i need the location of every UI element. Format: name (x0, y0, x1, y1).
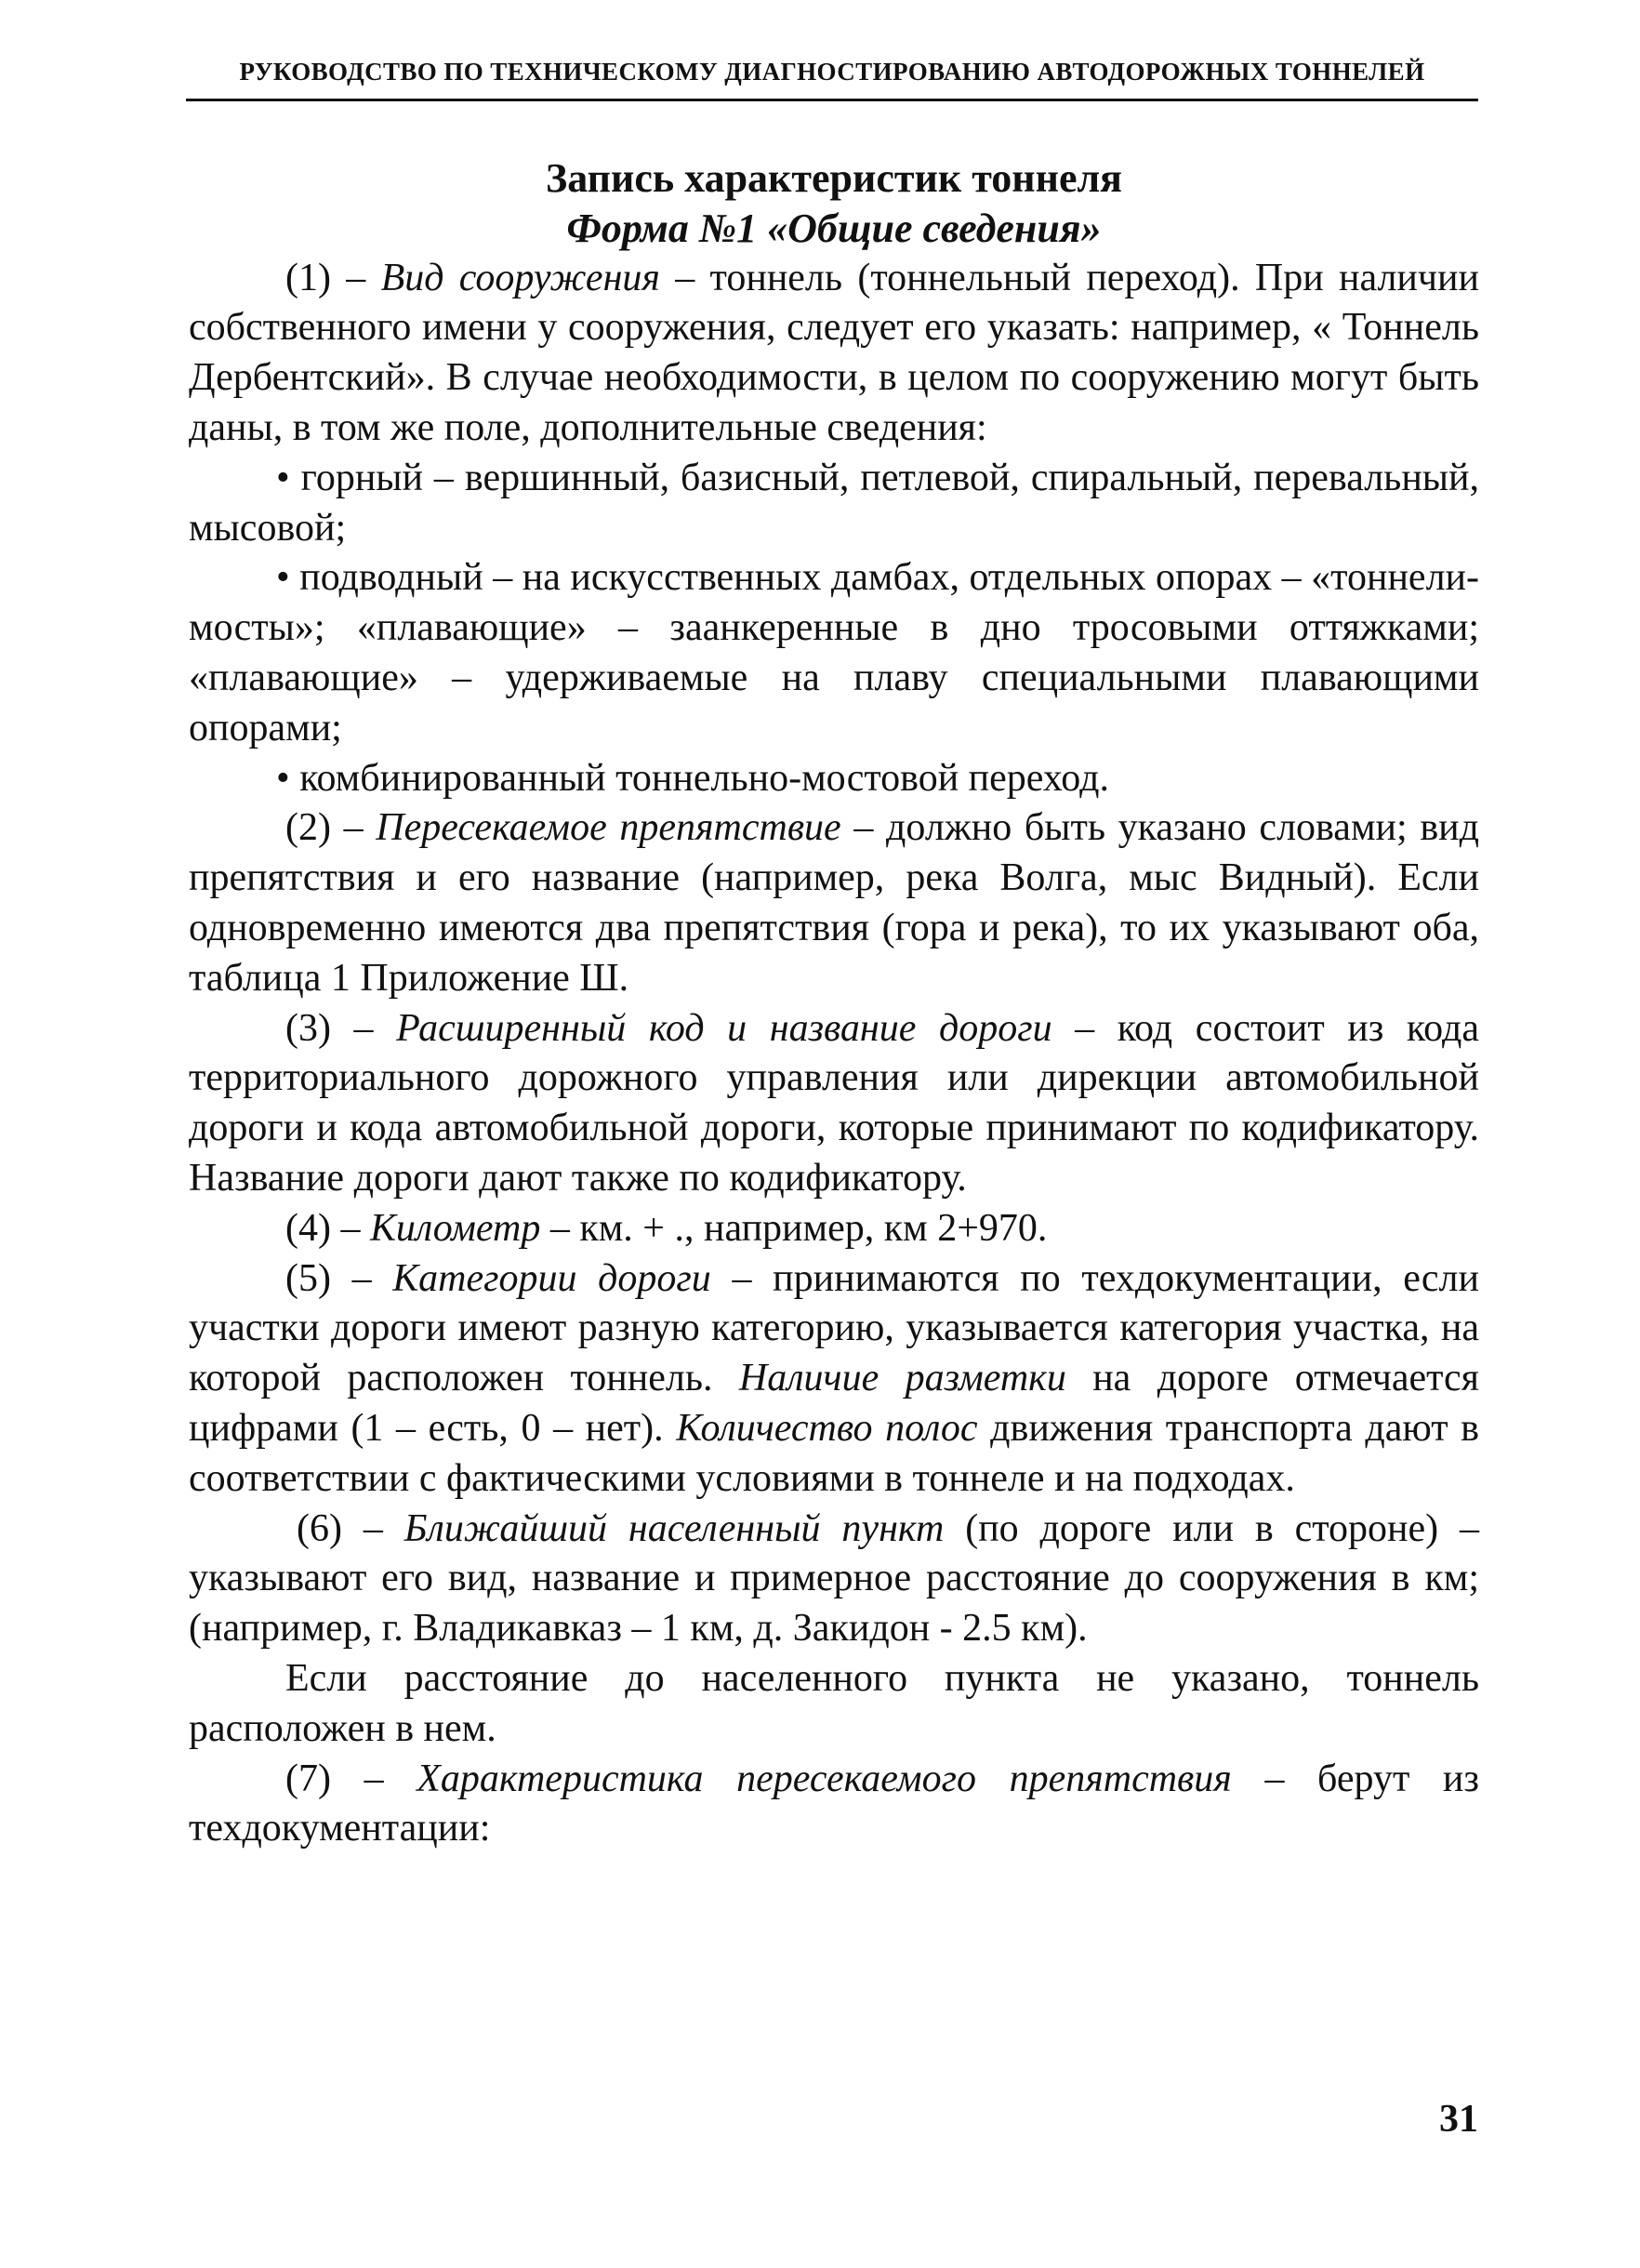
section-title: Запись характеристик тоннеля (546, 155, 1122, 201)
item-number: (6) – (297, 1506, 404, 1550)
form-subtitle: Форма №1 «Общие сведения» (566, 205, 1102, 251)
bullet-item: • горный – вершинный, базисный, петлевой, спиральный, перевальный, мысовой; (189, 456, 1479, 550)
paragraph-text: – берут из техдокументации: (189, 1757, 1480, 1850)
page-number: 31 (1439, 2098, 1478, 2141)
term: Пересекаемое препятствие (376, 806, 841, 850)
paragraph-4 (189, 1204, 1479, 1254)
paragraph-7 (189, 1755, 1479, 1855)
header-rule (186, 99, 1478, 101)
term: Ближайший населенный пункт (403, 1506, 945, 1550)
paragraph-text: на дороге отмечается цифрами (1 – есть, 0 – нет). (189, 1357, 1479, 1450)
paragraph-text: движения транспорта дают в соответствии с фактическими условиями в тоннеле и на подходах. (189, 1406, 1479, 1500)
bullet-item: • подводный – на искусственных дамбах, отдельных опорах – «тоннели-мосты»; «плавающие» – заанкеренные в дно тросовыми оттяжками; «плавающие» – удерживаемые на плаву специальными плавающими опорами; (189, 556, 1479, 749)
item-number: (2) – (285, 806, 377, 850)
paragraph-text: – тоннель (тоннельный переход). При наличии собственного имени у сооружения, следует его указать: например, « Тоннель Дербентский». В случае необходимости, в целом по сооружению могут быть даны, в том же поле, дополнительные сведения: (189, 256, 1479, 449)
paragraph-6-note: Если расстояние до населенного пункта не указано, тоннель расположен в нем. (189, 1656, 1479, 1750)
item-number: (7) – (285, 1757, 417, 1800)
paragraph-3 (189, 1004, 1479, 1204)
item-number: (3) – (285, 1006, 397, 1050)
term: Категории дороги (392, 1256, 711, 1300)
item-number: (4) – (285, 1206, 370, 1250)
term: Количество полос (676, 1406, 978, 1450)
paragraph-text: (по дороге или в стороне) – указывают его вид, название и примерное расстояние до сооружения в км; (например, г. Владикавказ – 1 км, д. Закидон - 2.5 км). (189, 1506, 1480, 1651)
bullet-item: • комбинированный тоннельно-мостовой переход. (276, 756, 1109, 800)
paragraph-text: – код состоит из кода территориального дорожного управления или дирекции автомобильной дороги и кода автомобильной дороги, которые принимают по кодификатору. Название дороги дают также по кодификатору. (189, 1006, 1479, 1200)
term: Наличие разметки (738, 1357, 1066, 1400)
paragraph-2 (189, 803, 1479, 1003)
paragraph-text: – должно быть указано словами; вид препятствия и его название (например, река Волга, мыс Видный). Если одновременно имеются два препятствия (гора и река), то их указывают оба, таблица 1 Приложение Ш. (189, 806, 1479, 1000)
term: Километр (369, 1206, 541, 1250)
item-number: (5) – (285, 1256, 393, 1300)
term: Вид сооружения (380, 256, 660, 299)
paragraph-text: – принимаются по техдокументации, если участки дороги имеют разную категорию, указывается категория участка, на которой расположен тоннель. (189, 1256, 1479, 1400)
paragraph-text: – км. + ., например, км 2+970. (540, 1206, 1048, 1250)
paragraph-6 (189, 1505, 1479, 1654)
paragraph-1 (189, 254, 1479, 454)
item-number: (1) – (285, 256, 381, 299)
term: Характеристика пересекаемого препятствия (417, 1757, 1232, 1800)
running-header: РУКОВОДСТВО ПО ТЕХНИЧЕСКОМУ ДИАГНОСТИРОВАНИЮ АВТОДОРОЖНЫХ ТОННЕЛЕЙ (239, 58, 1425, 86)
page-body (189, 153, 1479, 1854)
term: Расширенный код и название дороги (396, 1006, 1052, 1050)
paragraph-5 (189, 1254, 1479, 1505)
